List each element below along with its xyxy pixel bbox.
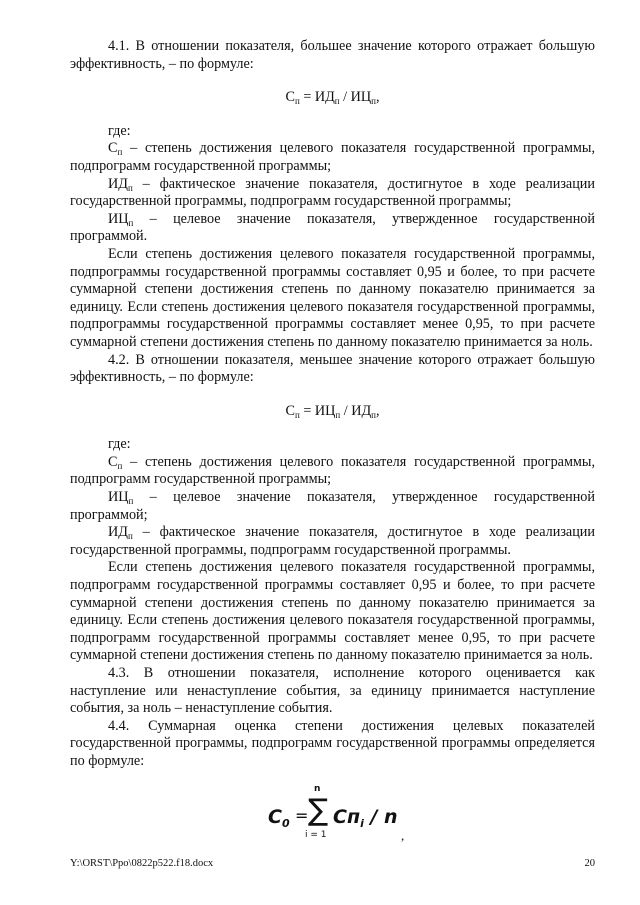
formula-2: $С_п = ИЦ_п / ИД_п$, [285,402,380,420]
formula-summary [268,784,398,848]
file-path: Y:\ORST\Ppo\0822p522.f18.docx [70,858,214,869]
page-number: 20 [584,858,595,869]
formula-summand: $Сп_i$ / n [333,806,398,830]
paragraph-threshold-1: Если степень достижения целевого показателя государственной программы, подпрограммы государственной программы составляет 0,95 и более, то при расчете суммарной степени достижения степень по данному показателю принимается за единицу. Если степень достижения целевого показателя государственной программы, подпрограммы государственной программы составляет менее 0,95, то при расчете суммарной степени достижения степень по данному показателю принимается за ноль. [70,245,595,350]
where-label-1: где: [108,122,131,139]
formula-c0: $С_0$ [268,806,290,830]
definition-cp-2: $С_п$ – степень достижения целевого показателя государственной программы, подпрограмм государственной программы; [70,453,595,488]
paragraph-4-2: 4.2. В отношении показателя, меньшее значение которого отражает большую эффективность, – по формуле: [70,351,595,386]
where-label-2: где: [108,436,131,453]
sum-upper-limit: n [314,784,321,794]
paragraph-threshold-2: Если степень достижения целевого показателя государственной программы, подпрограмм государственной программы составляет 0,95 и более, то при расчете суммарной степени достижения степень по данному показателю принимается за единицу. Если степень достижения целевого показателя государственной программы, подпрограмм государственной программы составляет менее 0,95, то при расчете суммарной степени достижения степень по данному показателю принимается за ноль. [70,559,595,664]
definition-cp-1: $С_п$ – степень достижения целевого показателя государственной программы, подпрограмм государственной программы; [70,140,595,174]
formula-comma: , [401,828,405,843]
definition-icp-1: $ИЦ_п$ – целевое значение показателя, утвержденное государственной программой. [70,210,595,245]
paragraph-4-1: 4.1. В отношении показателя, большее значение которого отражает большую эффективность, – по формуле: [70,38,595,72]
definition-icp-2: $ИЦ_п$ – целевое значение показателя, утвержденное государственной программой; [70,489,595,523]
paragraph-4-3: 4.3. В отношении показателя, исполнение которого оценивается как наступление или ненаступление события, за единицу принимается наступление события, за ноль – ненаступление события. [70,665,595,717]
sigma-symbol: ∑ [308,793,329,828]
paragraph-4-4: 4.4. Суммарная оценка степени достижения целевых показателей государственной программы, подпрограмм государственной программы определяется по формуле: [70,717,595,769]
formula-equals: = [295,806,309,825]
sum-lower-limit: i = 1 [305,830,327,840]
document-body [70,38,595,771]
formula-1: $С_п = ИД_п / ИЦ_п$, [285,89,380,107]
definition-idp-2: $ИД_п$ – фактическое значение показателя, достигнутое в ходе реализации государственной программы, подпрограмм государственной программы. [70,524,595,558]
definition-idp-1: $ИД_п$ – фактическое значение показателя, достигнутое в ходе реализации государственной программы, подпрограмм государственной программы; [70,175,595,210]
